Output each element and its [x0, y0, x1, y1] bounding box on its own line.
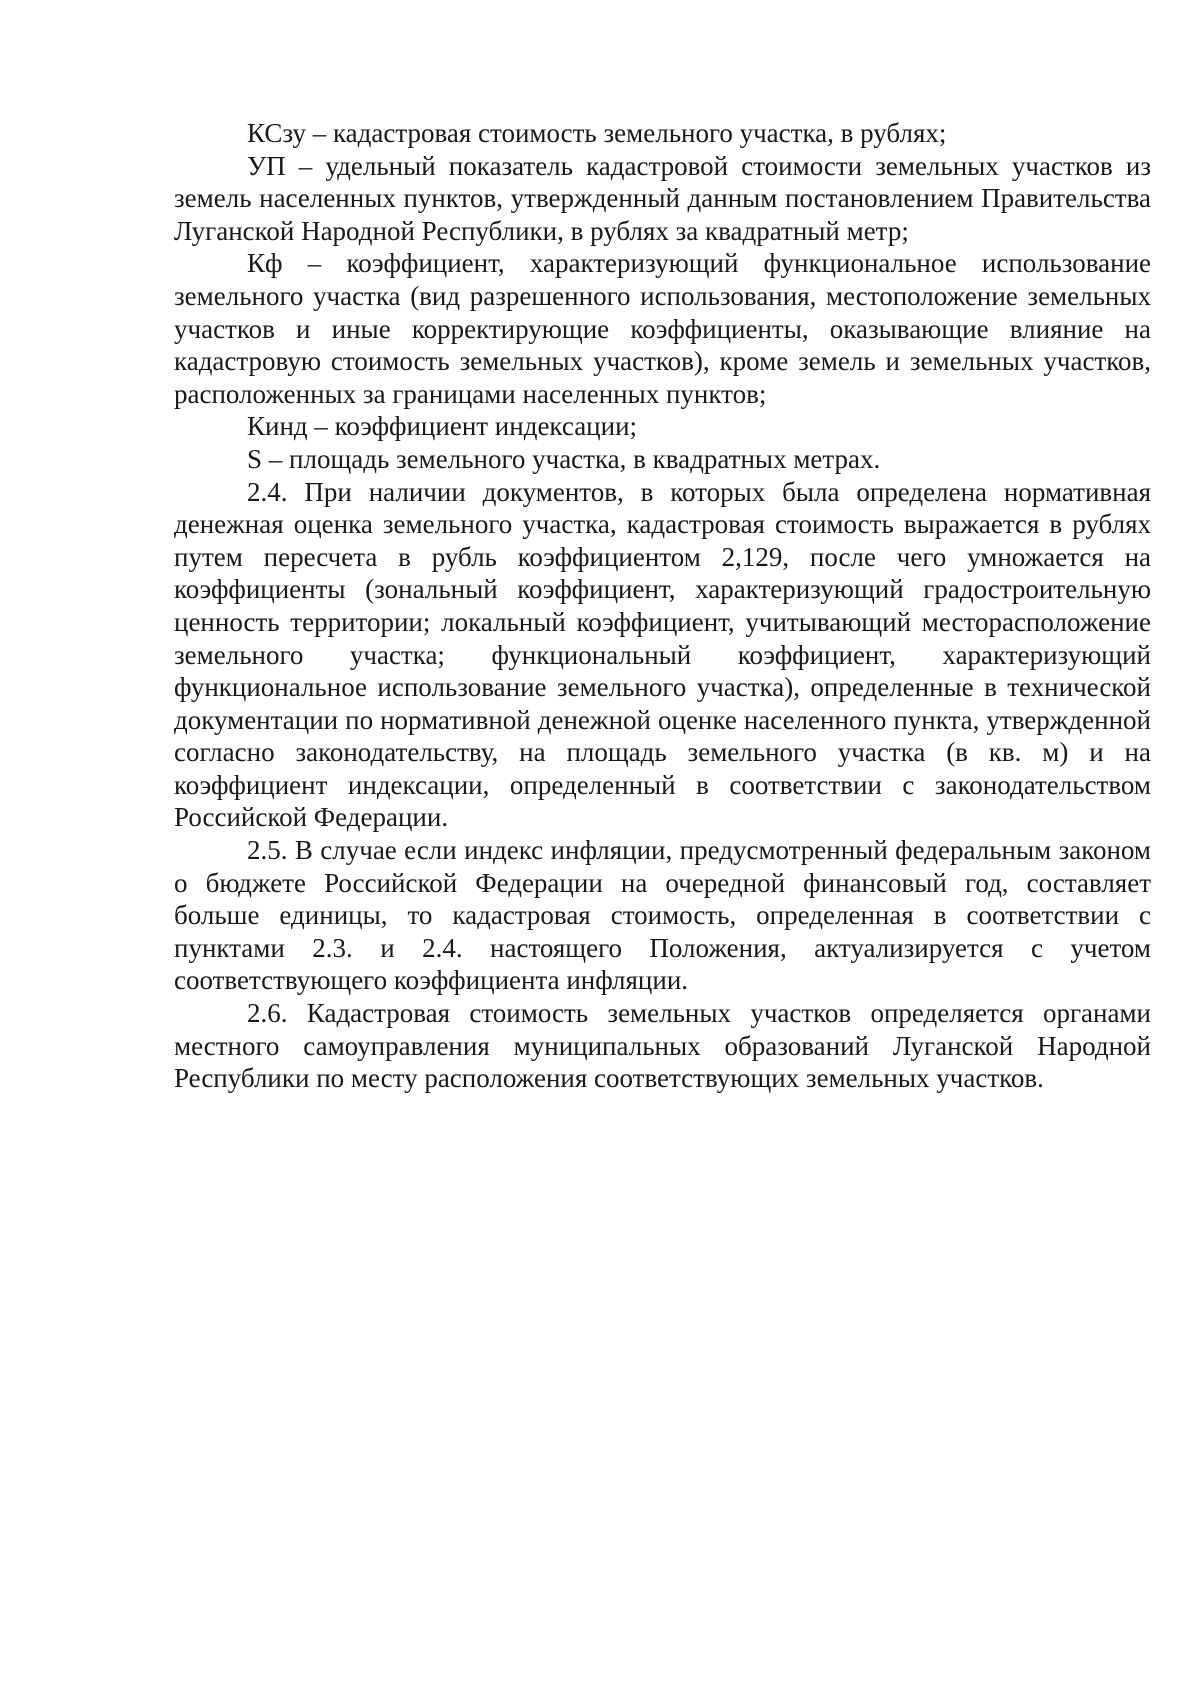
clause-2-4: 2.4. При наличии документов, в которых была определена нормативная денежная оценка земельного участка, кадастровая стоимость выражается в рублях путем пересчета в рубль коэффициентом 2,129, после чего умножается на коэффициенты (зональный коэффициент, характеризующий градостроительную ценность территории; локальный коэффициент, учитывающий месторасположение земельного участка; функциональный коэффициент, характеризующий функциональное использование земельного участка), определенные в технической документации по нормативной денежной оценке населенного пункта, утвержденной согласно законодательству, на площадь земельного участка (в кв. м) и на коэффициент индексации, определенный в соответствии с законодательством Российской Федерации. — [174, 476, 1151, 833]
clause-2-6: 2.6. Кадастровая стоимость земельных участков определяется органами местного самоуправления муниципальных образований Луганской Народной Республики по месту расположения соответствующих земельных участков. — [174, 998, 1151, 1094]
definition-kind: Кинд – коэффициент индексации; — [247, 411, 638, 442]
definition-s: S – площадь земельного участка, в квадратных метрах. — [247, 443, 881, 474]
clause-2-5: 2.5. В случае если индекс инфляции, предусмотренный федеральным законом о бюджете Российской Федерации на очередной финансовый год, составляет больше единицы, то кадастровая стоимость, определенная в соответствии с пунктами 2.3. и 2.4. настоящего Положения, актуализируется с учетом соответствующего коэффициента инфляции. — [174, 835, 1151, 996]
document-body — [174, 117, 1151, 1095]
definition-up: УП – удельный показатель кадастровой стоимости земельных участков из земель населенных пунктов, утвержденный данным постановлением Правительства Луганской Народной Республики, в рублях за квадратный метр; — [174, 150, 1151, 246]
definition-kszu: КСзу – кадастровая стоимость земельного участка, в рублях; — [247, 118, 947, 148]
definition-kf: Кф – коэффициент, характеризующий функциональное использование земельного участка (вид разрешенного использования, местоположение земельных участков и иные корректирующие коэффициенты, оказывающие влияние на кадастровую стоимость земельных участков), кроме земель и земельных участков, расположенных за границами населенных пунктов; — [174, 248, 1151, 409]
